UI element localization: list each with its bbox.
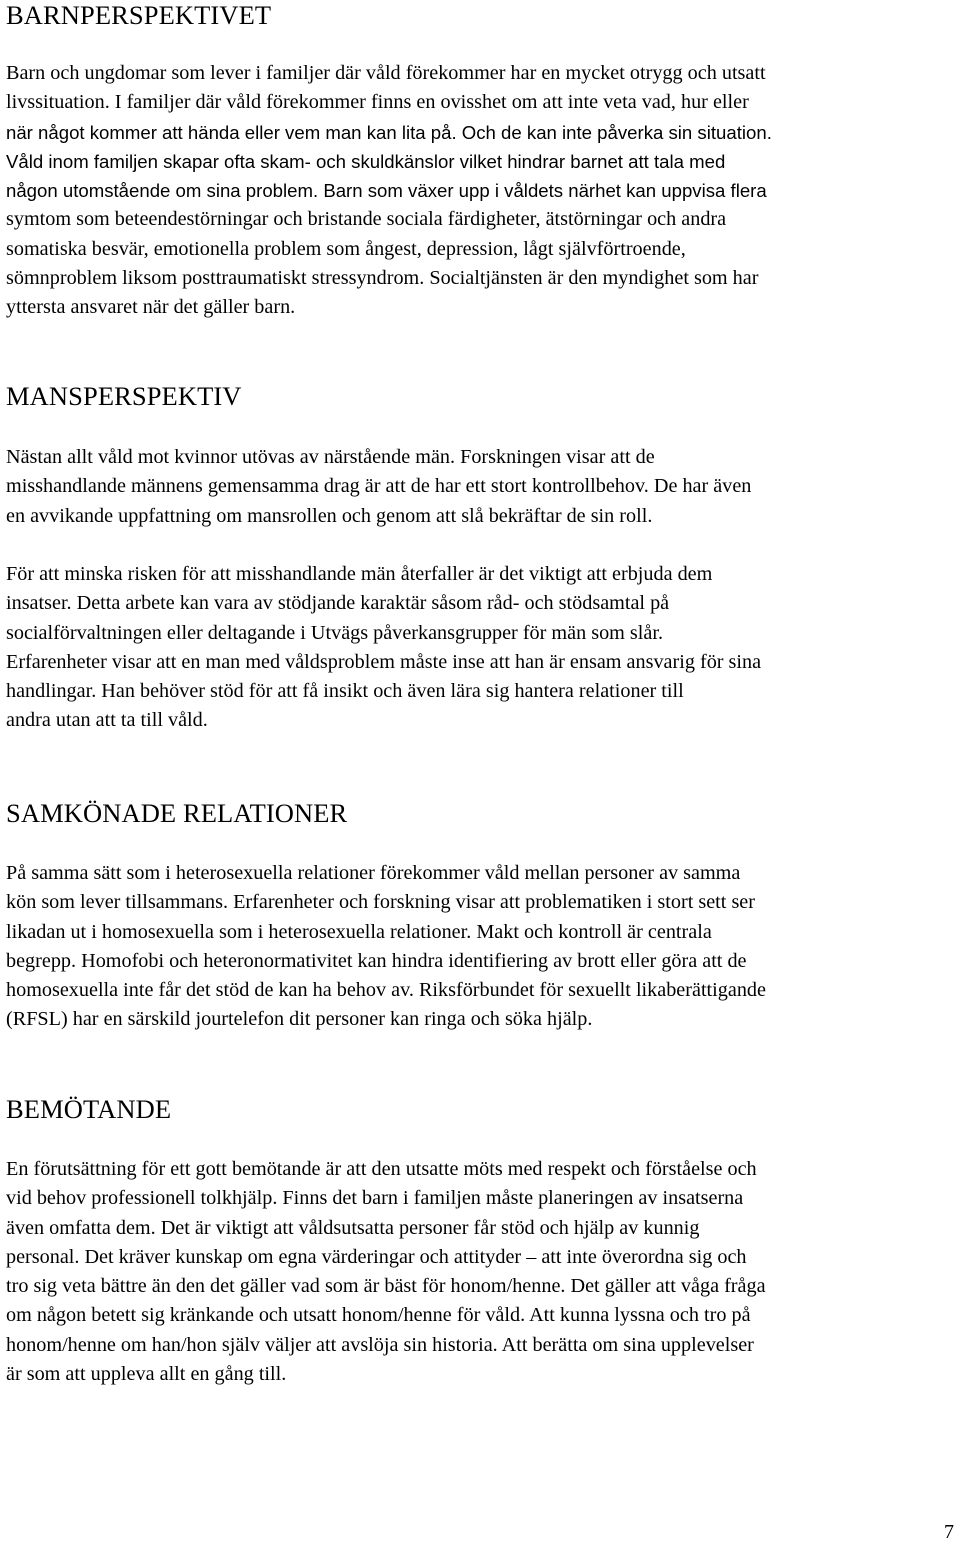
text-line: begrepp. Homofobi och heteronormativitet kan hindra identifiering av brott eller göra att de [6, 949, 747, 972]
paragraph-mansperspektiv-2 [6, 560, 956, 736]
text-line: någon utomstående om sina problem. Barn som växer upp i våldets närhet kan uppvisa flera [6, 180, 767, 202]
text-line: sömnproblem liksom posttraumatiskt stressyndrom. Socialtjänsten är den myndighet som har [6, 267, 759, 290]
text-line: Nästan allt våld mot kvinnor utövas av närstående män. Forskningen visar att de [6, 446, 655, 468]
text-line: likadan ut i homosexuella som i heterosexuella relationer. Makt och kontroll är centrala [6, 920, 712, 943]
text-line: honom/henne om han/hon själv väljer att avslöja sin historia. Att berätta om sina upplevelser [6, 1333, 754, 1356]
text-line: när något kommer att hända eller vem man kan lita på. Och de kan inte påverka sin situation. [6, 121, 772, 143]
text-line: livssituation. I familjer där våld förekommer finns en ovisshet om att inte veta vad, hur eller [6, 91, 749, 114]
paragraph-mansperspektiv-1 [6, 443, 956, 531]
paragraph-samkonade-relationer [6, 859, 956, 1035]
section-heading-barnperspektivet: BARNPERSPEKTIVET [6, 0, 272, 30]
section-heading-samkonade-relationer: SAMKÖNADE RELATIONER [6, 798, 348, 828]
text-line: Erfarenheter visar att en man med våldsproblem måste inse att han är ensam ansvarig för sina [6, 650, 762, 673]
text-line: vid behov professionell tolkhjälp. Finns det barn i familjen måste planeringen av insatserna [6, 1187, 744, 1210]
text-line: För att minska risken för att misshandlande män återfaller är det viktigt att erbjuda dem [6, 563, 713, 585]
text-line: om någon betett sig kränkande och utsatt honom/henne för våld. Att kunna lyssna och tro på [6, 1304, 751, 1327]
text-line: personal. Det kräver kunskap om egna värderingar och attityder – att inte överordna sig och [6, 1245, 747, 1268]
text-line: På samma sätt som i heterosexuella relationer förekommer våld mellan personer av samma [6, 862, 741, 884]
text-line: somatiska besvär, emotionella problem som ångest, depression, lågt självförtroende, [6, 237, 686, 260]
text-line: En förutsättning för ett gott bemötande är att den utsatte möts med respekt och förståelse och [6, 1158, 757, 1180]
text-line: Våld inom familjen skapar ofta skam- och skuldkänslor vilket hindrar barnet att tala med [6, 150, 726, 172]
text-line: kön som lever tillsammans. Erfarenheter och forskning visar att problematiken i stort sett ser [6, 891, 755, 914]
text-line: (RFSL) har en särskild jourtelefon dit personer kan ringa och söka hjälp. [6, 1008, 593, 1031]
text-line: symtom som beteendestörningar och bristande sociala färdigheter, ätstörningar och andra [6, 208, 727, 231]
section-heading-mansperspektiv: MANSPERSPEKTIV [6, 381, 242, 411]
text-line: insatser. Detta arbete kan vara av stödjande karaktär såsom råd- och stödsamtal på [6, 592, 670, 615]
page-number: 7 [944, 1521, 954, 1543]
text-line: yttersta ansvaret när det gäller barn. [6, 296, 296, 319]
paragraph-barnperspektivet [6, 59, 956, 323]
text-line: en avvikande uppfattning om mansrollen och genom att slå bekräftar de sin roll. [6, 504, 653, 527]
paragraph-bemotande [6, 1155, 956, 1389]
section-heading-bemotande: BEMÖTANDE [6, 1094, 172, 1124]
text-line: handlingar. Han behöver stöd för att få insikt och även lära sig hantera relationer till [6, 680, 684, 703]
text-line: socialförvaltningen eller deltagande i Utvägs påverkansgrupper för män som slår. [6, 621, 663, 644]
text-line: homosexuella inte får det stöd de kan ha behov av. Riksförbundet för sexuellt likaberättigande [6, 979, 766, 1002]
text-line: även omfatta dem. Det är viktigt att våldsutsatta personer får stöd och hjälp av kunnig [6, 1216, 700, 1239]
text-line: är som att uppleva allt en gång till. [6, 1363, 287, 1386]
text-line: Barn och ungdomar som lever i familjer där våld förekommer har en mycket otrygg och utsatt [6, 62, 766, 84]
text-line: tro sig veta bättre än den det gäller vad som är bäst för honom/henne. Det gäller att våga fråga [6, 1275, 766, 1298]
text-line: andra utan att ta till våld. [6, 709, 208, 732]
text-line: misshandlande männens gemensamma drag är att de har ett stort kontrollbehov. De har även [6, 475, 752, 498]
